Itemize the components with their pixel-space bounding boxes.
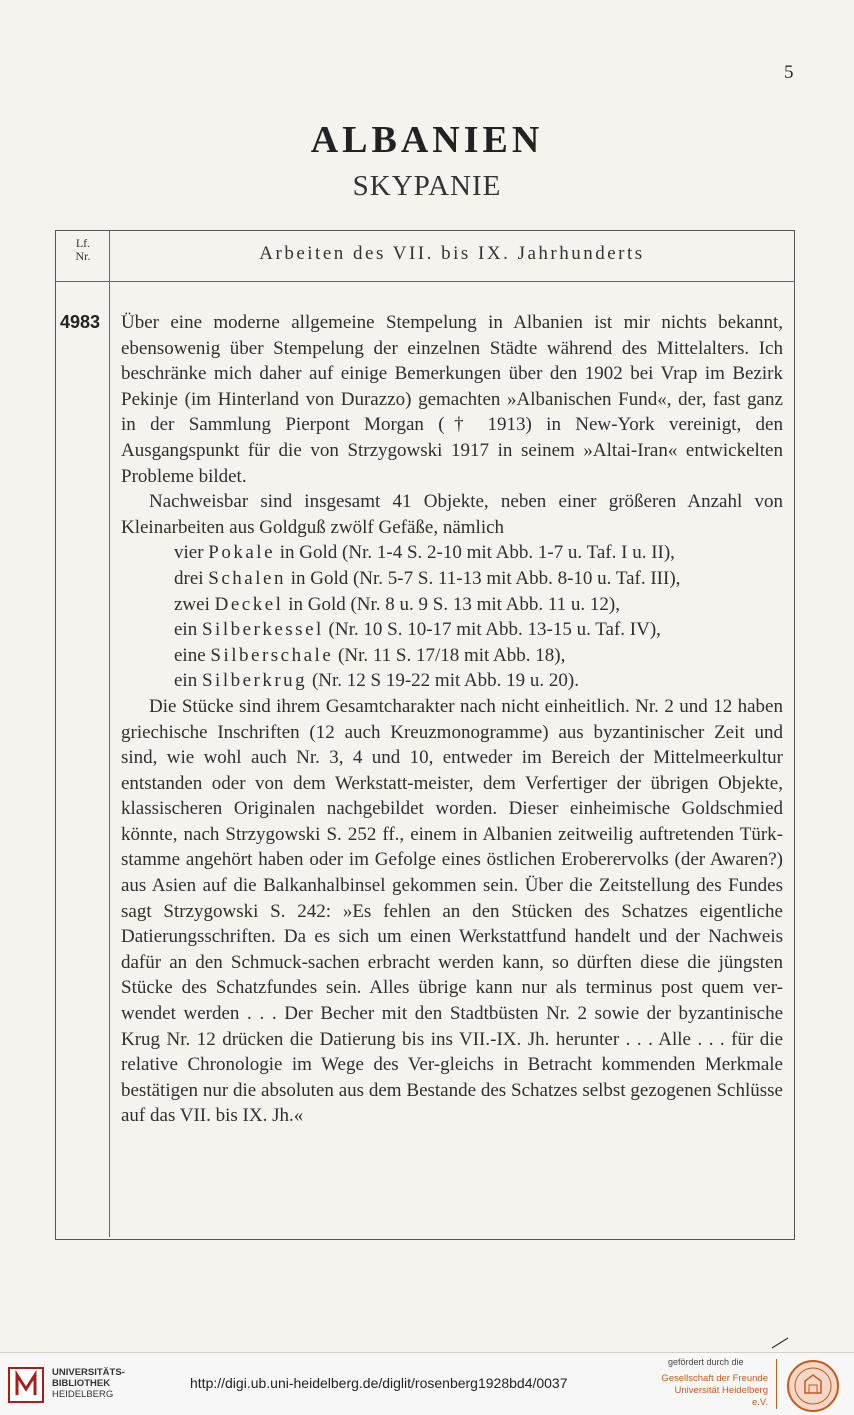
list-item: vier Pokale in Gold (Nr. 1-4 S. 2-10 mit Abb. 1-7 u. Taf. I u. II), xyxy=(174,542,675,564)
university-seal-icon xyxy=(786,1359,840,1413)
paragraph-1: Über eine moderne allgemeine Stempelung in Albanien ist mir nichts bekannt, ebensowenig über Stempelung der einzelnen Städte während des Mittelalters. Ich beschränke mich daher auf einige Bemerkungen über den 1902 bei Vrap im Bezirk Pekinje (im Hinterland von Durazzo) gemachten »Albanischen Fund«, der, fast ganz in der Sammlung Pierpont Morgan († 1913) in New-York vereinigt, den Ausgangspunkt für die von Strzygowski 1917 in seinem »Altai-Iran« entwickelten Probleme bildet. xyxy=(121,312,783,487)
vessel-list xyxy=(121,540,783,694)
permalink[interactable]: http://digi.ub.uni-heidelberg.de/diglit/rosenberg1928bd4/0037 xyxy=(190,1375,568,1391)
paragraph-3: Die Stücke sind ihrem Gesamtcharakter nach nicht einheitlich. Nr. 2 und 12 haben griechische Inschriften (12 auch Kreuzmonogramme) aus byzantinischer Zeit und sind, wie wohl auch Nr. 3, 4 und 10, entweder im Bereich der Mittelmeerkultur entstanden oder von dem Werkstatt-meister, dem Verfertiger der übrigen Objekte, klassischeren Originalen nachgebildet worden. Dieser einheimische Goldschmied könnte, nach Strzygowski S. 252 ff., einem in Albanien zeitweilig auftretenden Türk-stamme angehört haben oder im Gefolge eines östlichen Eroberervolks (der Awaren?) aus Asien auf die Balkanhalbinsel gekommen sein. Über die Zeitstellung des Fundes sagt Strzygowski S. 242: »Es fehlen an den Stücken des Schatzes eigentliche Datierungsschriften. Da es sich um einen Werkstattfund handelt und der Nachweis dafür an den Schmuck-sachen erbracht werden kann, so dürften diese die jüngsten Stücke des Schatzfundes sein. Alles übrige kann nur als terminus post quem ver-wendet werden . . . Der Becher mit den Stadtbüsten Nr. 2 sowie der byzantinische Krug Nr. 12 drücken die Datierung bis ins VII.-IX. Jh. herunter . . . Alle . . . für die relative Chronologie im Wege des Ver-gleichs in Betracht kommenden Merkmale bestätigen nur die absoluten aus dem Bestande des Schatzes selbst gezogenen Schlüsse auf das VII. bis IX. Jh.« xyxy=(121,695,783,1127)
footer-bar xyxy=(0,1353,854,1415)
list-item: ein Silberkrug (Nr. 12 S 19-22 mit Abb. 19 u. 20). xyxy=(174,670,579,692)
pencil-mark-icon xyxy=(770,1336,790,1350)
list-item: drei Schalen in Gold (Nr. 5-7 S. 11-13 mit Abb. 8-10 u. Taf. III), xyxy=(174,567,681,589)
list-item: eine Silberschale (Nr. 11 S. 17/18 mit Abb. 18), xyxy=(174,644,566,666)
entry-number: 4983 xyxy=(60,312,101,332)
funded-by-text: gefördert durch die xyxy=(668,1357,744,1367)
table-header: Arbeiten des VII. bis IX. Jahrhunderts xyxy=(259,243,645,264)
lf-label: Lf. xyxy=(75,236,91,250)
page-subtitle: SKYPANIE xyxy=(352,170,502,202)
society-name: Gesellschaft der Freunde Universität Heidelberg e.V. xyxy=(661,1373,768,1408)
paragraph-2: Nachweisbar sind insgesamt 41 Objekte, neben einer größeren Anzahl von Kleinarbeiten aus Goldguß zwölf Gefäße, nämlich xyxy=(121,491,783,538)
list-item: ein Silberkessel (Nr. 10 S. 10-17 mit Abb. 13-15 u. Taf. IV), xyxy=(174,619,661,641)
column-divider xyxy=(109,231,110,1237)
footer-separator xyxy=(776,1359,777,1409)
entry-body xyxy=(121,310,783,1129)
list-item: zwei Deckel in Gold (Nr. 8 u. 9 S. 13 mit Abb. 11 u. 12), xyxy=(174,593,620,615)
library-logo-icon xyxy=(8,1367,44,1403)
lf-nr-label xyxy=(58,237,108,263)
page-title: ALBANIEN xyxy=(310,119,544,161)
nr-label: Nr. xyxy=(75,249,91,263)
page-number: 5 xyxy=(784,62,794,83)
library-name: UNIVERSITÄTS- BIBLIOTHEK HEIDELBERG xyxy=(52,1367,125,1400)
header-divider xyxy=(56,281,794,282)
